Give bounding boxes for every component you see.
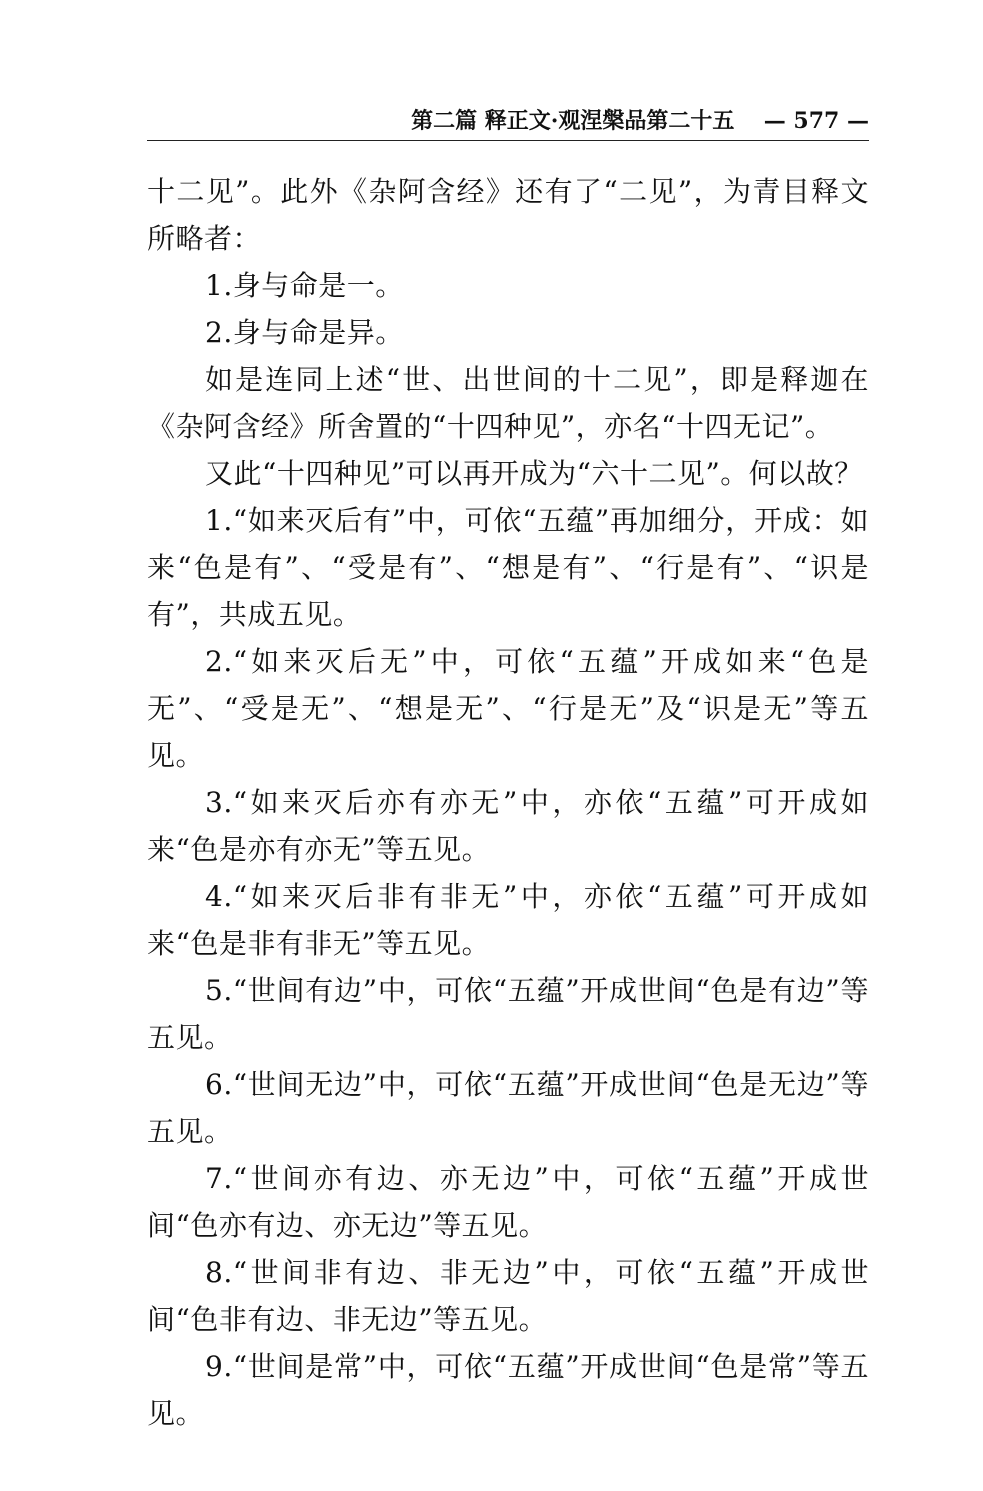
paragraph: 十二见”。此外《杂阿含经》还有了“二见”，为青目释文所略者： xyxy=(147,175,869,255)
paragraph: 又此“十四种见”可以再开成为“六十二见”。何以故？ xyxy=(205,457,863,490)
paragraph: 9.“世间是常”中，可依“五蕴”开成世间“色是常”等五见。 xyxy=(147,1350,869,1430)
paragraph: 4.“如来灭后非有非无”中，亦依“五蕴”可开成如来“色是非有非无”等五见。 xyxy=(147,880,869,960)
page-number: — 577 — xyxy=(763,108,869,134)
running-head xyxy=(147,104,869,138)
paragraph: 1.“如来灭后有”中，可依“五蕴”再加细分，开成：如来“色是有”、“受是有”、“想是有”、“行是有”、“识是有”，共成五见。 xyxy=(147,504,869,631)
paragraph: 3.“如来灭后亦有亦无”中，亦依“五蕴”可开成如来“色是亦有亦无”等五见。 xyxy=(147,786,869,866)
body-text xyxy=(147,168,869,1437)
paragraph: 5.“世间有边”中，可依“五蕴”开成世间“色是有边”等五见。 xyxy=(147,974,869,1054)
paragraph: 7.“世间亦有边、亦无边”中，可依“五蕴”开成世间“色亦有边、亦无边”等五见。 xyxy=(147,1162,869,1242)
header-rule xyxy=(147,140,869,141)
paragraph: 6.“世间无边”中，可依“五蕴”开成世间“色是无边”等五见。 xyxy=(147,1068,869,1148)
paragraph: 8.“世间非有边、非无边”中，可依“五蕴”开成世间“色非有边、非无边”等五见。 xyxy=(147,1256,869,1336)
paragraph: 1.身与命是一。 xyxy=(205,269,404,302)
paragraph: 2.“如来灭后无”中，可依“五蕴”开成如来“色是无”、“受是无”、“想是无”、“行是无”及“识是无”等五见。 xyxy=(147,645,869,772)
running-title: 第二篇 释正文·观涅槃品第二十五 xyxy=(411,108,735,134)
paragraph: 2.身与命是异。 xyxy=(205,316,404,349)
paragraph: 如是连同上述“世、出世间的十二见”，即是释迦在《杂阿含经》所舍置的“十四种见”，亦名“十四无记”。 xyxy=(147,363,869,443)
